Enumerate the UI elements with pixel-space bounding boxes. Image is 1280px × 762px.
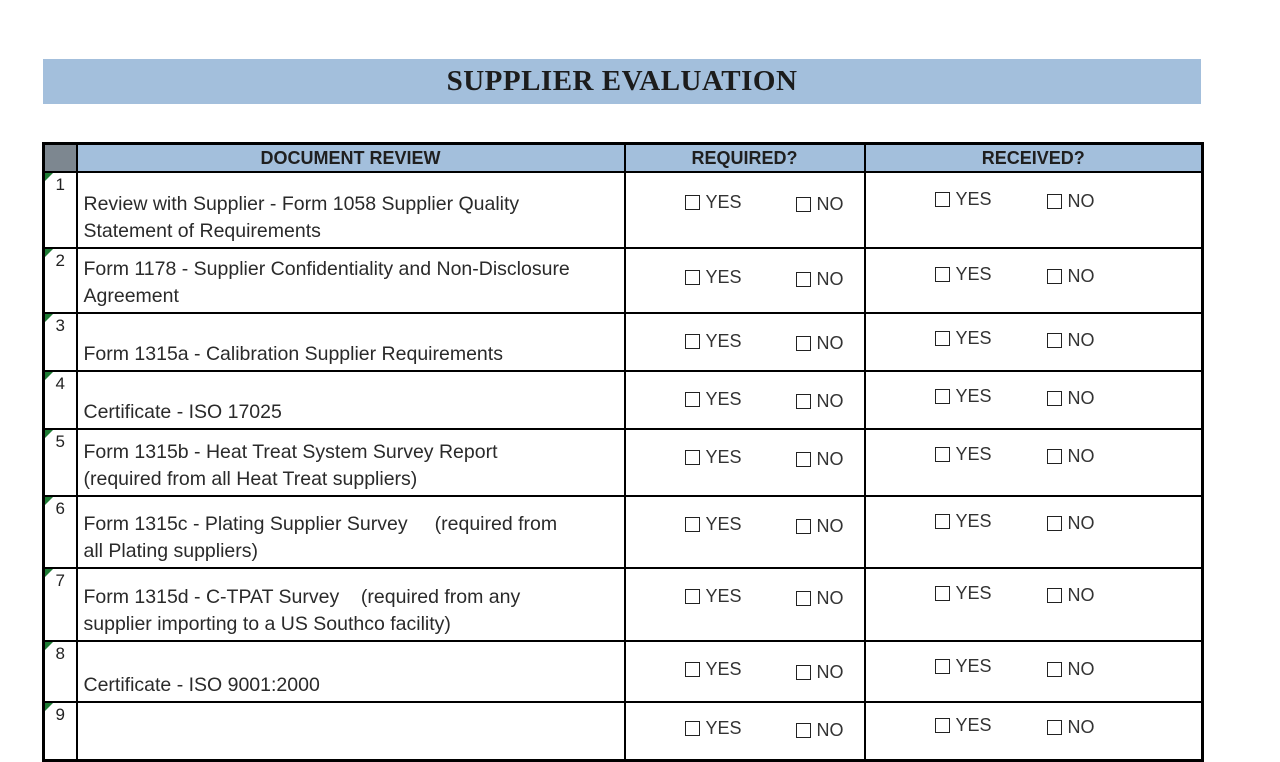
required-no-checkbox[interactable] xyxy=(796,394,811,409)
received-no-label: NO xyxy=(1067,717,1095,737)
received-yes-option[interactable] xyxy=(935,444,992,465)
received-no-checkbox[interactable] xyxy=(1047,588,1062,603)
description-line-2: (required from all Heat Treat suppliers) xyxy=(83,468,418,490)
required-header: REQUIRED? xyxy=(625,144,865,173)
required-cell xyxy=(625,313,865,371)
received-no-checkbox[interactable] xyxy=(1047,449,1062,464)
required-cell xyxy=(625,172,865,248)
received-yes-label: YES xyxy=(955,386,992,406)
required-yes-option[interactable] xyxy=(685,192,742,213)
row-number: 4 xyxy=(44,371,77,429)
description-line-2: Statement of Requirements xyxy=(83,220,321,242)
required-no-option[interactable] xyxy=(796,720,844,741)
row-number: 2 xyxy=(44,248,77,313)
required-cell xyxy=(625,496,865,568)
required-no-label: NO xyxy=(816,391,844,411)
required-no-label: NO xyxy=(816,720,844,740)
description-line-2: all Plating suppliers) xyxy=(83,540,259,562)
received-no-option[interactable] xyxy=(1047,717,1095,738)
required-no-label: NO xyxy=(816,449,844,469)
required-no-checkbox[interactable] xyxy=(796,336,811,351)
received-yes-option[interactable] xyxy=(935,715,992,736)
description-line-1: Form 1315c - Plating Supplier Survey (required from xyxy=(83,513,558,535)
required-yes-option[interactable] xyxy=(685,389,742,410)
received-no-label: NO xyxy=(1067,266,1095,286)
required-no-checkbox[interactable] xyxy=(796,272,811,287)
required-yes-checkbox[interactable] xyxy=(685,589,700,604)
received-yes-checkbox[interactable] xyxy=(935,659,950,674)
required-yes-label: YES xyxy=(705,447,742,467)
document-description xyxy=(77,641,625,702)
received-yes-checkbox[interactable] xyxy=(935,331,950,346)
document-description xyxy=(77,496,625,568)
document-description xyxy=(77,172,625,248)
received-no-option[interactable] xyxy=(1047,513,1095,534)
header-row xyxy=(44,144,1203,173)
required-no-option[interactable] xyxy=(796,662,844,683)
received-yes-label: YES xyxy=(955,583,992,603)
required-cell xyxy=(625,702,865,761)
description-line-1: Form 1315d - C-TPAT Survey (required from any xyxy=(83,586,521,608)
description-line-1 xyxy=(84,314,618,341)
required-yes-option[interactable] xyxy=(685,331,742,352)
row-number: 8 xyxy=(44,641,77,702)
table-row xyxy=(44,371,1203,429)
received-no-label: NO xyxy=(1067,388,1095,408)
description-line-2: supplier importing to a US Southco facility) xyxy=(83,613,451,635)
required-no-label: NO xyxy=(816,516,844,536)
required-yes-option[interactable] xyxy=(685,447,742,468)
required-no-checkbox[interactable] xyxy=(796,723,811,738)
received-yes-checkbox[interactable] xyxy=(935,267,950,282)
row-number: 6 xyxy=(44,496,77,568)
received-yes-option[interactable] xyxy=(935,511,992,532)
received-cell xyxy=(865,313,1203,371)
received-no-checkbox[interactable] xyxy=(1047,391,1062,406)
evaluation-table xyxy=(42,142,1204,762)
description-line-2: Agreement xyxy=(83,285,179,307)
received-no-checkbox[interactable] xyxy=(1047,194,1062,209)
received-cell xyxy=(865,702,1203,761)
required-no-option[interactable] xyxy=(796,333,844,354)
row-number: 9 xyxy=(44,702,77,761)
required-cell xyxy=(625,248,865,313)
document-description xyxy=(77,702,625,761)
required-no-option[interactable] xyxy=(796,391,844,412)
required-cell xyxy=(625,371,865,429)
description-line-2: Certificate - ISO 17025 xyxy=(83,401,282,423)
required-no-option[interactable] xyxy=(796,516,844,537)
table-row xyxy=(44,496,1203,568)
required-yes-label: YES xyxy=(705,389,742,409)
received-yes-option[interactable] xyxy=(935,583,992,604)
table-row xyxy=(44,313,1203,371)
received-yes-checkbox[interactable] xyxy=(935,514,950,529)
received-no-checkbox[interactable] xyxy=(1047,516,1062,531)
received-yes-label: YES xyxy=(955,511,992,531)
description-line-2: Certificate - ISO 9001:2000 xyxy=(83,674,320,696)
received-cell xyxy=(865,496,1203,568)
required-yes-checkbox[interactable] xyxy=(685,450,700,465)
received-no-label: NO xyxy=(1067,585,1095,605)
received-cell xyxy=(865,248,1203,313)
received-no-option[interactable] xyxy=(1047,388,1095,409)
received-yes-label: YES xyxy=(955,328,992,348)
required-no-option[interactable] xyxy=(796,269,844,290)
received-no-checkbox[interactable] xyxy=(1047,662,1062,677)
received-yes-checkbox[interactable] xyxy=(935,447,950,462)
description-line-1: Form 1178 - Supplier Confidentiality and Non-Disclosure xyxy=(83,258,570,280)
required-yes-option[interactable] xyxy=(685,586,742,607)
required-yes-option[interactable] xyxy=(685,659,742,680)
received-yes-option[interactable] xyxy=(935,264,992,285)
required-yes-checkbox[interactable] xyxy=(685,662,700,677)
required-yes-label: YES xyxy=(705,514,742,534)
document-description xyxy=(77,371,625,429)
received-header: RECEIVED? xyxy=(865,144,1203,173)
select-all-corner[interactable] xyxy=(44,144,77,173)
description-line-1 xyxy=(84,645,618,672)
table-row xyxy=(44,702,1203,761)
document-review-header: DOCUMENT REVIEW xyxy=(77,144,625,173)
received-no-option[interactable] xyxy=(1047,446,1095,467)
table-row xyxy=(44,641,1203,702)
required-cell xyxy=(625,429,865,496)
document-description xyxy=(77,248,625,313)
description-line-1 xyxy=(84,703,618,730)
required-yes-label: YES xyxy=(705,659,742,679)
received-no-option[interactable] xyxy=(1047,585,1095,606)
required-yes-label: YES xyxy=(705,192,742,212)
received-cell xyxy=(865,568,1203,641)
required-no-checkbox[interactable] xyxy=(796,519,811,534)
received-yes-label: YES xyxy=(955,189,992,209)
received-no-label: NO xyxy=(1067,191,1095,211)
required-yes-option[interactable] xyxy=(685,718,742,739)
description-line-2 xyxy=(84,730,618,757)
table-row xyxy=(44,429,1203,496)
required-yes-checkbox[interactable] xyxy=(685,195,700,210)
required-cell xyxy=(625,568,865,641)
received-no-label: NO xyxy=(1067,446,1095,466)
received-yes-checkbox[interactable] xyxy=(935,586,950,601)
row-number: 3 xyxy=(44,313,77,371)
required-yes-option[interactable] xyxy=(685,267,742,288)
required-yes-label: YES xyxy=(705,718,742,738)
required-yes-label: YES xyxy=(705,586,742,606)
required-cell xyxy=(625,641,865,702)
description-line-1: Form 1315b - Heat Treat System Survey Report xyxy=(83,441,498,463)
received-cell xyxy=(865,172,1203,248)
received-cell xyxy=(865,429,1203,496)
received-yes-checkbox[interactable] xyxy=(935,389,950,404)
received-no-checkbox[interactable] xyxy=(1047,333,1062,348)
required-no-checkbox[interactable] xyxy=(796,665,811,680)
required-yes-option[interactable] xyxy=(685,514,742,535)
required-no-checkbox[interactable] xyxy=(796,197,811,212)
required-no-checkbox[interactable] xyxy=(796,452,811,467)
received-no-option[interactable] xyxy=(1047,191,1095,212)
received-yes-label: YES xyxy=(955,656,992,676)
required-no-option[interactable] xyxy=(796,194,844,215)
required-no-label: NO xyxy=(816,662,844,682)
received-yes-checkbox[interactable] xyxy=(935,192,950,207)
received-cell xyxy=(865,371,1203,429)
description-line-2: Form 1315a - Calibration Supplier Requirements xyxy=(83,343,503,365)
description-line-1: Review with Supplier - Form 1058 Supplier Quality xyxy=(83,193,520,215)
required-no-label: NO xyxy=(816,588,844,608)
received-yes-option[interactable] xyxy=(935,328,992,349)
required-yes-checkbox[interactable] xyxy=(685,721,700,736)
title-bar xyxy=(43,59,1201,104)
required-no-option[interactable] xyxy=(796,449,844,470)
page-title: SUPPLIER EVALUATION xyxy=(446,65,798,97)
required-no-label: NO xyxy=(816,333,844,353)
received-yes-checkbox[interactable] xyxy=(935,718,950,733)
received-no-option[interactable] xyxy=(1047,330,1095,351)
received-no-checkbox[interactable] xyxy=(1047,720,1062,735)
required-no-option[interactable] xyxy=(796,588,844,609)
received-no-label: NO xyxy=(1067,513,1095,533)
received-yes-label: YES xyxy=(955,444,992,464)
row-number: 7 xyxy=(44,568,77,641)
required-yes-checkbox[interactable] xyxy=(685,392,700,407)
table-row xyxy=(44,248,1203,313)
description-line-1 xyxy=(84,372,618,399)
row-number: 5 xyxy=(44,429,77,496)
required-no-label: NO xyxy=(816,269,844,289)
document-description xyxy=(77,313,625,371)
required-yes-label: YES xyxy=(705,331,742,351)
table-row xyxy=(44,172,1203,248)
received-no-checkbox[interactable] xyxy=(1047,269,1062,284)
received-cell xyxy=(865,641,1203,702)
received-no-option[interactable] xyxy=(1047,659,1095,680)
required-yes-checkbox[interactable] xyxy=(685,517,700,532)
document-description xyxy=(77,568,625,641)
received-yes-option[interactable] xyxy=(935,656,992,677)
received-no-label: NO xyxy=(1067,330,1095,350)
received-yes-label: YES xyxy=(955,715,992,735)
received-yes-option[interactable] xyxy=(935,386,992,407)
required-yes-label: YES xyxy=(705,267,742,287)
table-row xyxy=(44,568,1203,641)
required-yes-checkbox[interactable] xyxy=(685,270,700,285)
received-yes-option[interactable] xyxy=(935,189,992,210)
received-no-label: NO xyxy=(1067,659,1095,679)
row-number: 1 xyxy=(44,172,77,248)
required-no-checkbox[interactable] xyxy=(796,591,811,606)
received-yes-label: YES xyxy=(955,264,992,284)
received-no-option[interactable] xyxy=(1047,266,1095,287)
required-no-label: NO xyxy=(816,194,844,214)
document-description xyxy=(77,429,625,496)
required-yes-checkbox[interactable] xyxy=(685,334,700,349)
